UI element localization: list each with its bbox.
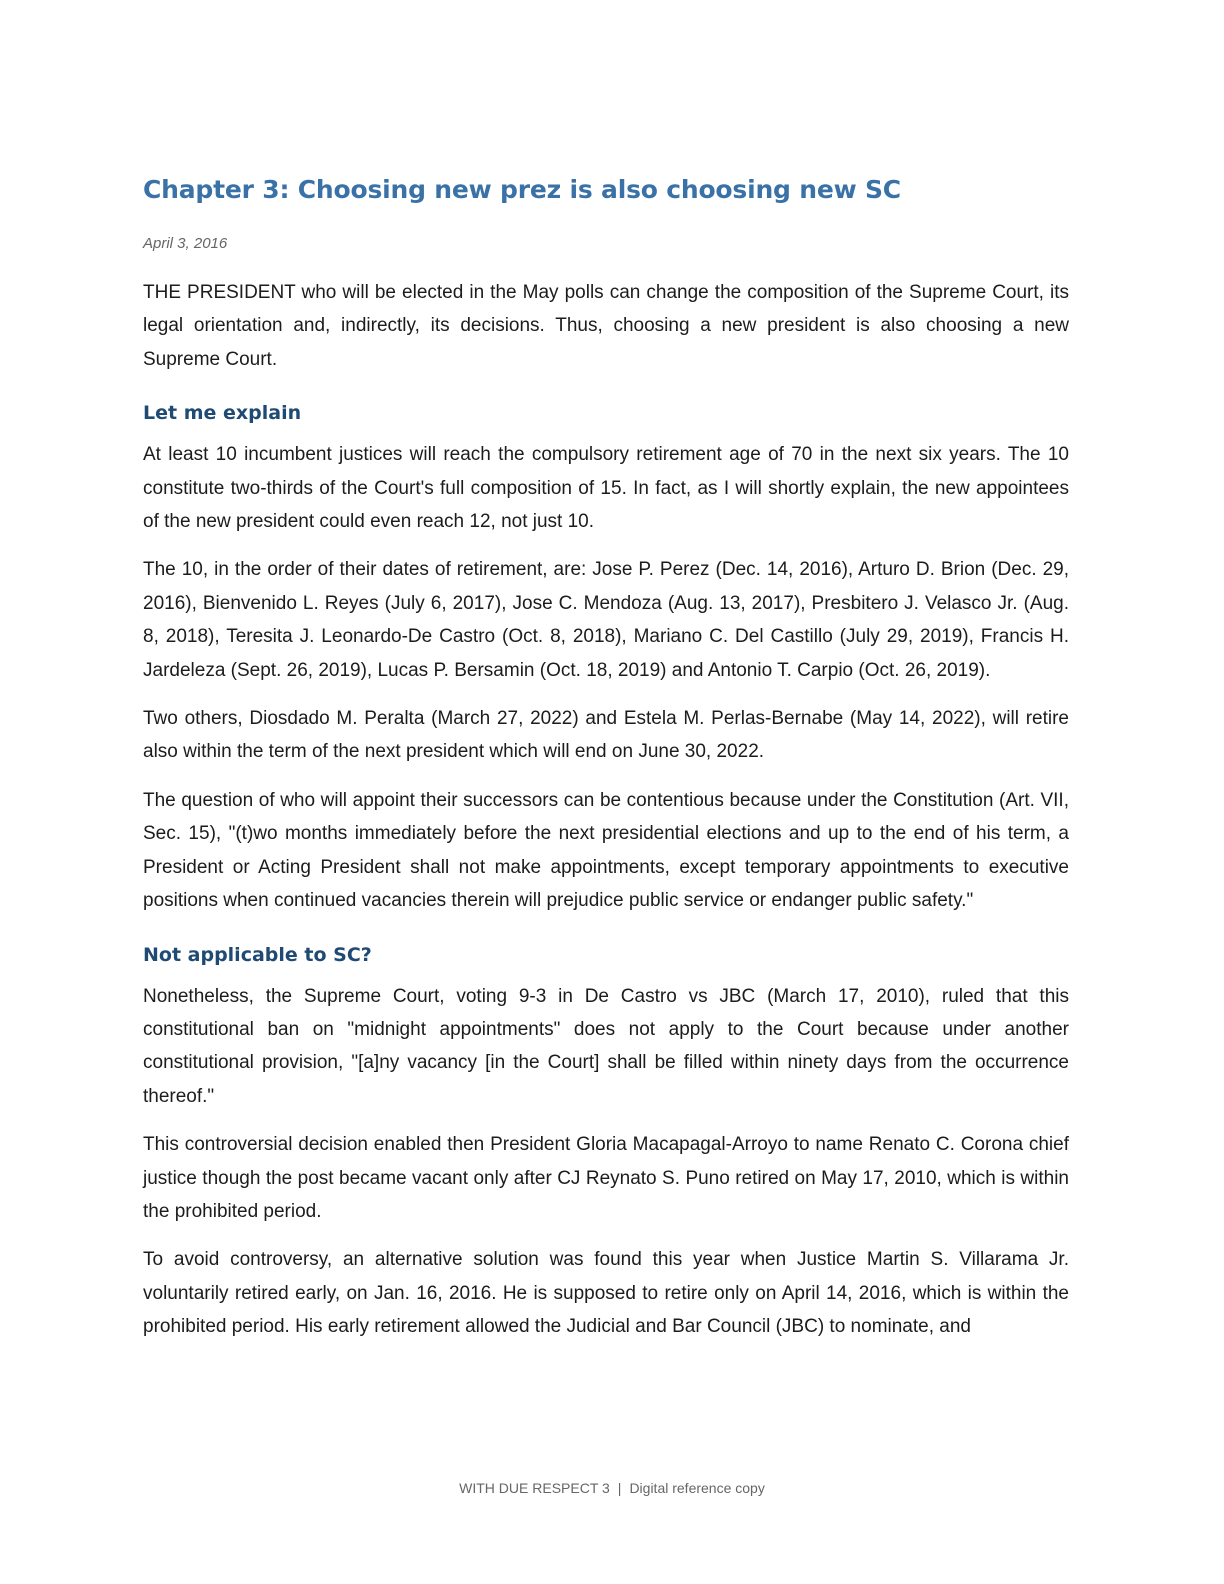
paragraph-retirement-age: At least 10 incumbent justices will reach the compulsory retirement age of 70 in the next six years. The 10 constitute two-thirds of the Court's full composition of 15. In fact, as I will shortly explain, the new appointees of the new president could even reach 12, not just 10. [143, 444, 1069, 533]
paragraph-de-castro-ruling: Nonetheless, the Supreme Court, voting 9-3 in De Castro vs JBC (March 17, 2010), ruled that this constitutional ban on "midnight appointments" does not apply to the Court because under another constitutional provision, "[a]ny vacancy [in the Court] shall be filled within ninety days from the occurrence thereof." [143, 985, 1069, 1107]
footer-copy-note: Digital reference copy [629, 1480, 765, 1496]
paragraph-corona-appointment: This controversial decision enabled then President Gloria Macapagal-Arroyo to name Renato C. Corona chief justice though the post became vacant only after CJ Reynato S. Puno retired on May 17, 2010, which is within the prohibited period. [143, 1134, 1069, 1222]
paragraph-two-others: Two others, Diosdado M. Peralta (March 27, 2022) and Estela M. Perlas-Bernabe (May 14, 2022), will retire also within the term of the next president which will end on June 30, 2022. [143, 708, 1069, 763]
subheading-not-applicable: Not applicable to SC? [143, 943, 372, 966]
paragraph-constitution: The question of who will appoint their successors can be contentious because under the Constitution (Art. VII, Sec. 15), "(t)wo months immediately before the next presidential elections and up to the end of his term, a President or Acting President shall not make appointments, except temporary appointments to executive positions when continued vacancies therein will prejudice public service or endanger public safety." [143, 789, 1069, 912]
page-footer [0, 1480, 1224, 1496]
subheading-let-me-explain: Let me explain [143, 402, 302, 425]
paragraph-justices-list: The 10, in the order of their dates of retirement, are: Jose P. Perez (Dec. 14, 2016), Arturo D. Brion (Dec. 29, 2016), Bienvenido L. Reyes (July 6, 2017), Jose C. Mendoza (Aug. 13, 2017), Presbitero J. Velasco Jr. (Aug. 8, 2018), Teresita J. Leonardo-De Castro (Oct. 8, 2018), Mariano C. Del Castillo (July 29, 2019), Francis H. Jardeleza (Sept. 26, 2019), Lucas P. Bersamin (Oct. 18, 2019) and Antonio T. Carpio (Oct. 26, 2019). [143, 559, 1069, 681]
paragraph-villarama: To avoid controversy, an alternative solution was found this year when Justice Martin S. Villarama Jr. voluntarily retired early, on Jan. 16, 2016. He is supposed to retire only on April 14, 2016, which is within the prohibited period. His early retirement allowed the Judicial and Bar Council (JBC) to nominate, and [143, 1249, 1069, 1338]
paragraph-intro: THE PRESIDENT who will be elected in the May polls can change the composition of the Supreme Court, its legal orientation and, indirectly, its decisions. Thus, choosing a new president is also choosing a new Supreme Court. [143, 282, 1069, 370]
chapter-title: Chapter 3: Choosing new prez is also choosing new SC [143, 175, 901, 204]
footer-separator: | [617, 1480, 622, 1496]
document-page [143, 170, 1069, 1359]
footer-book-title: WITH DUE RESPECT 3 [459, 1480, 610, 1496]
publication-date: April 3, 2016 [143, 235, 228, 252]
